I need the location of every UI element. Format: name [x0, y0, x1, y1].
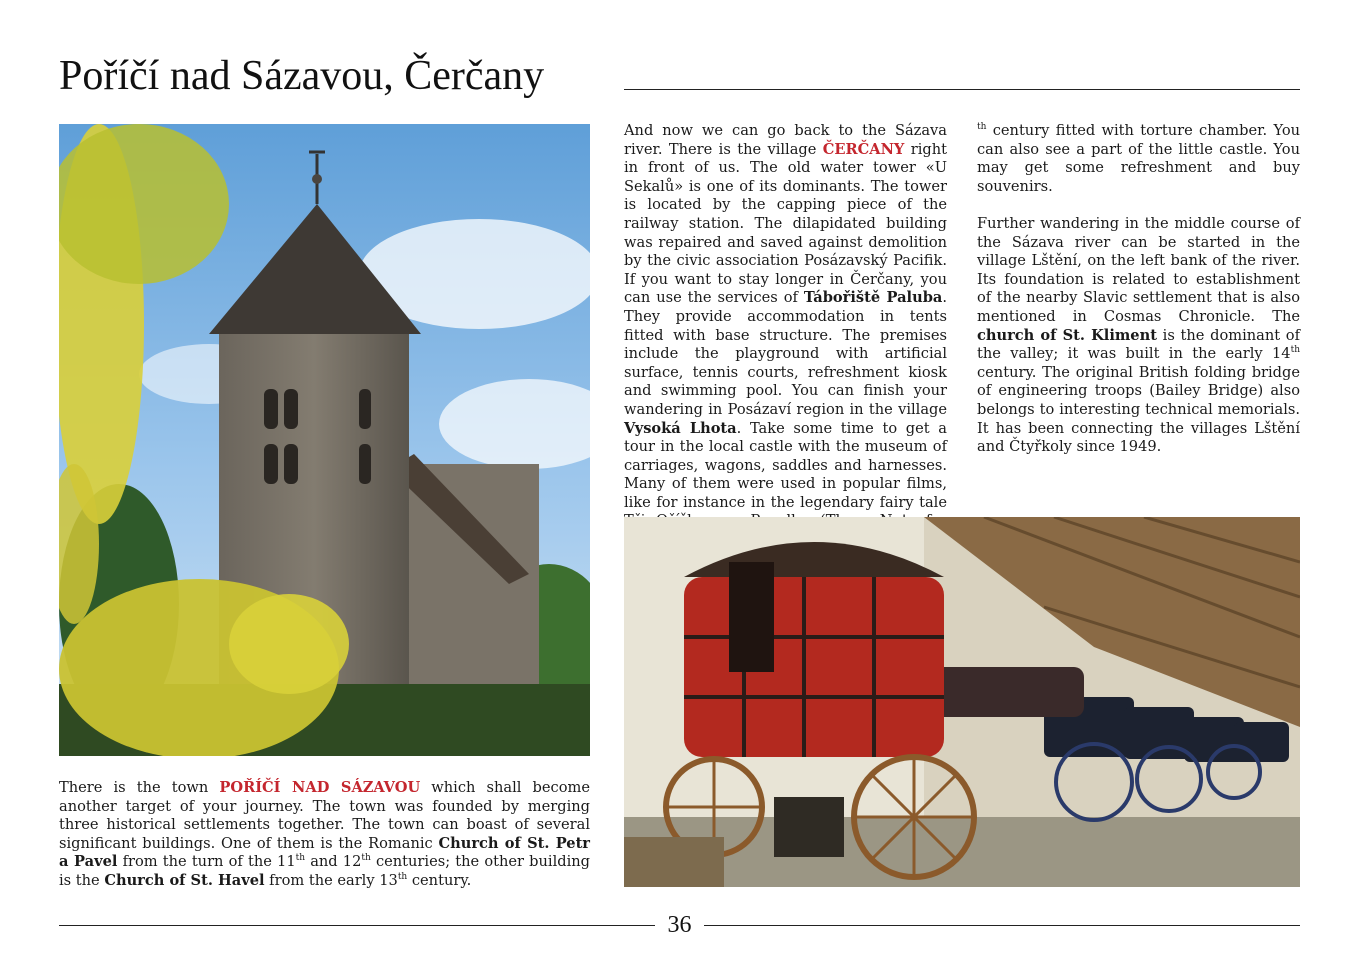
- page-number: 36: [667, 912, 692, 938]
- village-name-highlight: ČERČANY: [822, 140, 905, 158]
- text-block-porici: [59, 779, 590, 891]
- text-span: from the early 13: [264, 871, 398, 889]
- footer-rule-left: [59, 925, 655, 926]
- text-span: And now we can go back to the Sázava river. There is the village: [624, 122, 947, 158]
- superscript: th: [295, 853, 306, 864]
- text-span: century. The original British folding bridge of engineering troops (Bailey Bridge) also belongs to interesting technical memorials. It has been connecting the villages Lštění and Čtyřkoly since 1949.: [977, 363, 1300, 456]
- church-photo-illustration: [59, 124, 590, 756]
- village-name: Vysoká Lhota: [624, 419, 737, 437]
- carriage-photo: [624, 517, 1300, 887]
- church-name: Church of St. Havel: [104, 871, 265, 889]
- text-span: centuries; the other building is the: [59, 853, 590, 889]
- carriage-photo-illustration: [624, 517, 1300, 887]
- church-name: church of St. Kliment: [977, 326, 1157, 344]
- church-photo: [59, 124, 590, 756]
- text-block-continued: [977, 122, 1300, 457]
- text-block-cercany: [624, 122, 947, 568]
- text-span: There is the town: [59, 779, 220, 796]
- text-span: . Take some time to get a tour in the local castle with the museum of carriages, wagons, saddles and harnesses. Many of them were used in popular films, like for instance in the legendary fairy tale: [624, 419, 947, 511]
- text-span: right in front of us. The old water tower «U Sekalů» is one of its dominants. The tower is located by the capping piece of the railway station. The dilapidated building was repaired and saved against demolition by the civic association Posázavský Pacifik. If you want to stay longer in Čerčany, you can use the services of: [624, 140, 947, 307]
- church-name: Church of St. Petr a Pavel: [59, 834, 590, 871]
- paragraph: [977, 122, 1300, 196]
- text-span: and 12: [305, 853, 362, 871]
- paragraph-lsteni: [977, 215, 1300, 457]
- superscript: th: [397, 872, 408, 883]
- page-title: Poříčí nad Sázavou, Čerčany: [59, 53, 545, 99]
- text-span: . They provide accommodation in tents fitted with base structure. The premises include the playground with artificial surface, tennis courts, refreshment kiosk and swimming pool. You can finish your wandering in Posázaví region in the village: [624, 289, 947, 418]
- text-span: from the turn of the 11: [117, 853, 296, 871]
- superscript: th: [361, 853, 371, 864]
- text-span: century fitted with torture chamber. You can also see a part of the little castle. You may get some refreshment and buy souvenirs.: [977, 122, 1300, 195]
- text-span: which shall become another target of your journey. The town was founded by merging three historical settlements together. The town can boast of several significant buildings. One of them is the Romanic: [59, 779, 590, 852]
- superscript: th: [1290, 345, 1300, 356]
- title-rule: [624, 89, 1300, 90]
- text-span: Further wandering in the middle course of the Sázava river can be started in the village Lštění, on the left bank of the river. Its foundation is related to establishment of the nearby Slavic settlement that is also mentioned in Cosmas Chronicle. The: [977, 214, 1300, 325]
- superscript: th: [977, 122, 987, 133]
- town-name-highlight: POŘÍČÍ NAD SÁZAVOU: [219, 779, 421, 796]
- camp-name: Tábořiště Paluba: [803, 289, 943, 307]
- footer-rule-right: [704, 925, 1300, 926]
- text-span: century.: [407, 871, 472, 889]
- text-span: is the dominant of the valley; it was built in the early 14: [977, 326, 1300, 363]
